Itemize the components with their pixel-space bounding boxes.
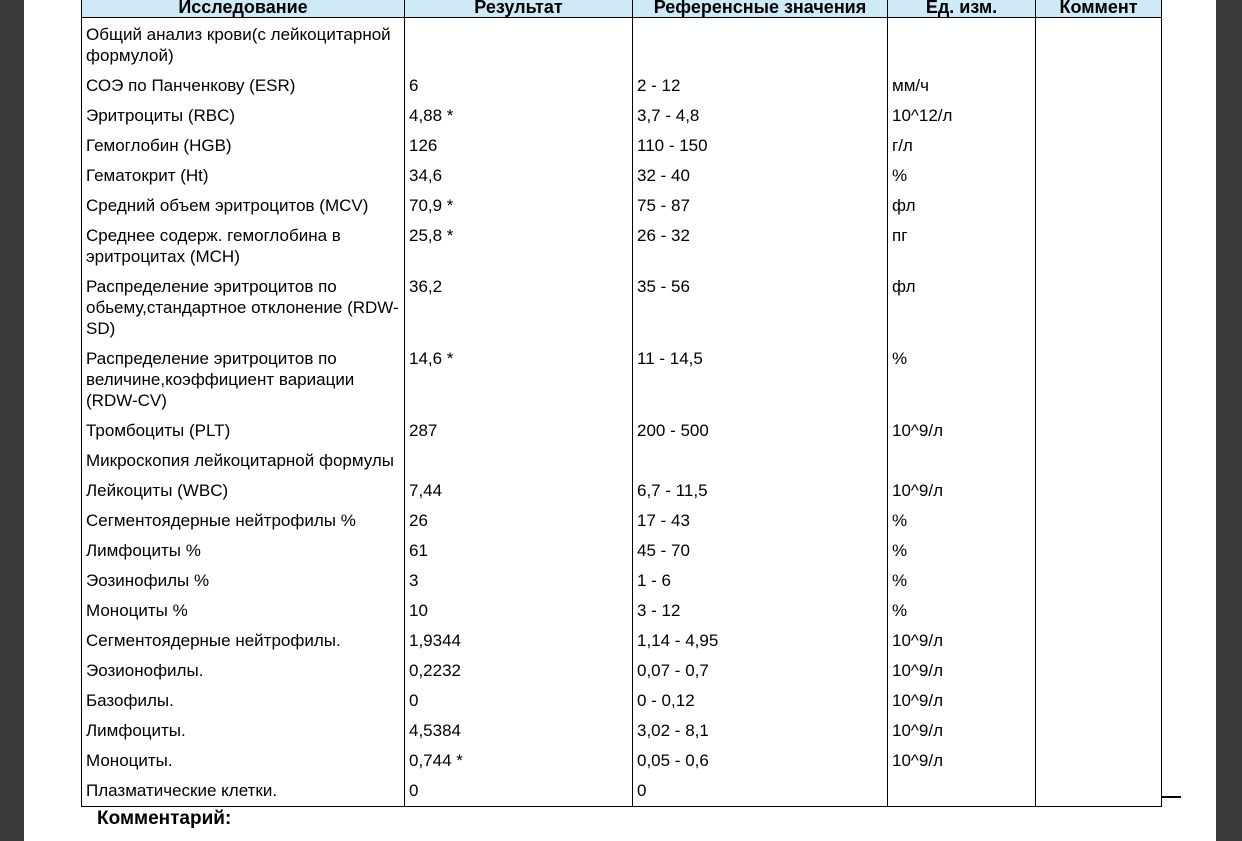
table-row xyxy=(82,101,1162,131)
cell-comment xyxy=(1036,272,1162,344)
document-page xyxy=(24,0,1216,841)
cell-result: 61 xyxy=(405,536,633,566)
table-row xyxy=(82,161,1162,191)
table-row xyxy=(82,272,1162,344)
cell-test: Гемоглобин (HGB) xyxy=(82,131,405,161)
table-row xyxy=(82,191,1162,221)
cell-units: 10^9/л xyxy=(888,416,1036,446)
cell-test: Эозионофилы. xyxy=(82,656,405,686)
cell-result: 70,9 * xyxy=(405,191,633,221)
cell-units: 10^12/л xyxy=(888,101,1036,131)
cell-units: мм/ч xyxy=(888,71,1036,101)
cell-units: пг xyxy=(888,221,1036,272)
cell-result xyxy=(405,446,633,476)
header-result: Результат xyxy=(405,0,633,18)
cell-comment xyxy=(1036,716,1162,746)
header-comment: Коммент xyxy=(1036,0,1162,18)
cell-result: 3 xyxy=(405,566,633,596)
cell-units: 10^9/л xyxy=(888,626,1036,656)
cell-result: 4,88 * xyxy=(405,101,633,131)
cell-units: 10^9/л xyxy=(888,476,1036,506)
cell-units: % xyxy=(888,566,1036,596)
cell-result: 25,8 * xyxy=(405,221,633,272)
table-row xyxy=(82,746,1162,776)
cell-comment xyxy=(1036,476,1162,506)
header-units: Ед. изм. xyxy=(888,0,1036,18)
cell-reference: 110 - 150 xyxy=(633,131,888,161)
header-reference: Референсные значения xyxy=(633,0,888,18)
cell-reference: 75 - 87 xyxy=(633,191,888,221)
cell-result: 6 xyxy=(405,71,633,101)
cell-comment xyxy=(1036,776,1162,807)
cell-test: Лимфоциты % xyxy=(82,536,405,566)
cell-reference: 0 xyxy=(633,776,888,807)
cell-test: Микроскопия лейкоцитарной формулы xyxy=(82,446,405,476)
cell-test: Эритроциты (RBC) xyxy=(82,101,405,131)
cell-reference: 3,7 - 4,8 xyxy=(633,101,888,131)
cell-comment xyxy=(1036,71,1162,101)
cell-result: 0,744 * xyxy=(405,746,633,776)
cell-test: Моноциты % xyxy=(82,596,405,626)
cell-reference xyxy=(633,446,888,476)
cell-comment xyxy=(1036,416,1162,446)
cell-result xyxy=(405,18,633,72)
cell-result: 1,9344 xyxy=(405,626,633,656)
cell-reference: 45 - 70 xyxy=(633,536,888,566)
cell-reference: 2 - 12 xyxy=(633,71,888,101)
cell-reference: 200 - 500 xyxy=(633,416,888,446)
cell-test: Лейкоциты (WBC) xyxy=(82,476,405,506)
results-table xyxy=(81,0,1162,807)
cell-reference: 17 - 43 xyxy=(633,506,888,536)
table-row xyxy=(82,776,1162,807)
cell-test: Распределение эритроцитов по величине,коэффициент вариации (RDW-CV) xyxy=(82,344,405,416)
cell-units: % xyxy=(888,596,1036,626)
cell-reference: 3,02 - 8,1 xyxy=(633,716,888,746)
cell-units: % xyxy=(888,536,1036,566)
table-row xyxy=(82,596,1162,626)
cell-result: 0,2232 xyxy=(405,656,633,686)
cell-comment xyxy=(1036,191,1162,221)
table-row xyxy=(82,566,1162,596)
cell-reference: 0,07 - 0,7 xyxy=(633,656,888,686)
cell-test: Распределение эритроцитов по обьему,стандартное отклонение (RDW-SD) xyxy=(82,272,405,344)
cell-result: 26 xyxy=(405,506,633,536)
table-border-extension xyxy=(1161,796,1181,798)
cell-comment xyxy=(1036,626,1162,656)
table-row xyxy=(82,626,1162,656)
cell-reference xyxy=(633,18,888,72)
cell-units: % xyxy=(888,506,1036,536)
cell-comment xyxy=(1036,506,1162,536)
cell-test: Средний объем эритроцитов (MCV) xyxy=(82,191,405,221)
table-row xyxy=(82,446,1162,476)
table-row xyxy=(82,416,1162,446)
cell-comment xyxy=(1036,161,1162,191)
cell-units: 10^9/л xyxy=(888,746,1036,776)
cell-result: 0 xyxy=(405,776,633,807)
cell-reference: 32 - 40 xyxy=(633,161,888,191)
cell-units xyxy=(888,776,1036,807)
cell-reference: 1 - 6 xyxy=(633,566,888,596)
cell-result: 126 xyxy=(405,131,633,161)
cell-test: СОЭ по Панченкову (ESR) xyxy=(82,71,405,101)
cell-test: Сегментоядерные нейтрофилы % xyxy=(82,506,405,536)
cell-result: 10 xyxy=(405,596,633,626)
cell-units xyxy=(888,18,1036,72)
table-row xyxy=(82,476,1162,506)
cell-comment xyxy=(1036,656,1162,686)
cell-result: 36,2 xyxy=(405,272,633,344)
table-row xyxy=(82,71,1162,101)
cell-result: 34,6 xyxy=(405,161,633,191)
cell-units: 10^9/л xyxy=(888,716,1036,746)
cell-units: г/л xyxy=(888,131,1036,161)
cell-comment xyxy=(1036,446,1162,476)
cell-units: % xyxy=(888,344,1036,416)
cell-result: 4,5384 xyxy=(405,716,633,746)
cell-comment xyxy=(1036,131,1162,161)
cell-units: % xyxy=(888,161,1036,191)
cell-test: Гематокрит (Ht) xyxy=(82,161,405,191)
cell-comment xyxy=(1036,686,1162,716)
cell-comment xyxy=(1036,18,1162,72)
cell-units xyxy=(888,446,1036,476)
table-row xyxy=(82,131,1162,161)
cell-test: Общий анализ крови(с лейкоцитарной формулой) xyxy=(82,18,405,72)
cell-reference: 3 - 12 xyxy=(633,596,888,626)
cell-result: 14,6 * xyxy=(405,344,633,416)
cell-test: Среднее содерж. гемоглобина в эритроцитах (MCH) xyxy=(82,221,405,272)
cell-comment xyxy=(1036,566,1162,596)
cell-reference: 0,05 - 0,6 xyxy=(633,746,888,776)
cell-comment xyxy=(1036,101,1162,131)
table-row xyxy=(82,344,1162,416)
cell-test: Моноциты. xyxy=(82,746,405,776)
header-test: Исследование xyxy=(82,0,405,18)
cell-test: Лимфоциты. xyxy=(82,716,405,746)
cell-reference: 11 - 14,5 xyxy=(633,344,888,416)
cell-reference: 6,7 - 11,5 xyxy=(633,476,888,506)
cell-units: 10^9/л xyxy=(888,656,1036,686)
cell-result: 7,44 xyxy=(405,476,633,506)
cell-reference: 35 - 56 xyxy=(633,272,888,344)
cell-test: Плазматические клетки. xyxy=(82,776,405,807)
cell-comment xyxy=(1036,344,1162,416)
table-header-row xyxy=(82,0,1162,18)
comment-label: Комментарий: xyxy=(97,808,232,829)
cell-test: Базофилы. xyxy=(82,686,405,716)
cell-test: Эозинофилы % xyxy=(82,566,405,596)
table-row xyxy=(82,506,1162,536)
table-body xyxy=(82,18,1162,807)
cell-test: Сегментоядерные нейтрофилы. xyxy=(82,626,405,656)
cell-reference: 0 - 0,12 xyxy=(633,686,888,716)
cell-units: 10^9/л xyxy=(888,686,1036,716)
cell-comment xyxy=(1036,221,1162,272)
cell-result: 287 xyxy=(405,416,633,446)
cell-units: фл xyxy=(888,272,1036,344)
table-row xyxy=(82,686,1162,716)
cell-comment xyxy=(1036,746,1162,776)
cell-reference: 26 - 32 xyxy=(633,221,888,272)
cell-units: фл xyxy=(888,191,1036,221)
cell-comment xyxy=(1036,596,1162,626)
cell-reference: 1,14 - 4,95 xyxy=(633,626,888,656)
cell-result: 0 xyxy=(405,686,633,716)
table-row xyxy=(82,18,1162,72)
table-row xyxy=(82,716,1162,746)
cell-comment xyxy=(1036,536,1162,566)
table-row xyxy=(82,221,1162,272)
cell-test: Тромбоциты (PLT) xyxy=(82,416,405,446)
table-row xyxy=(82,656,1162,686)
table-row xyxy=(82,536,1162,566)
